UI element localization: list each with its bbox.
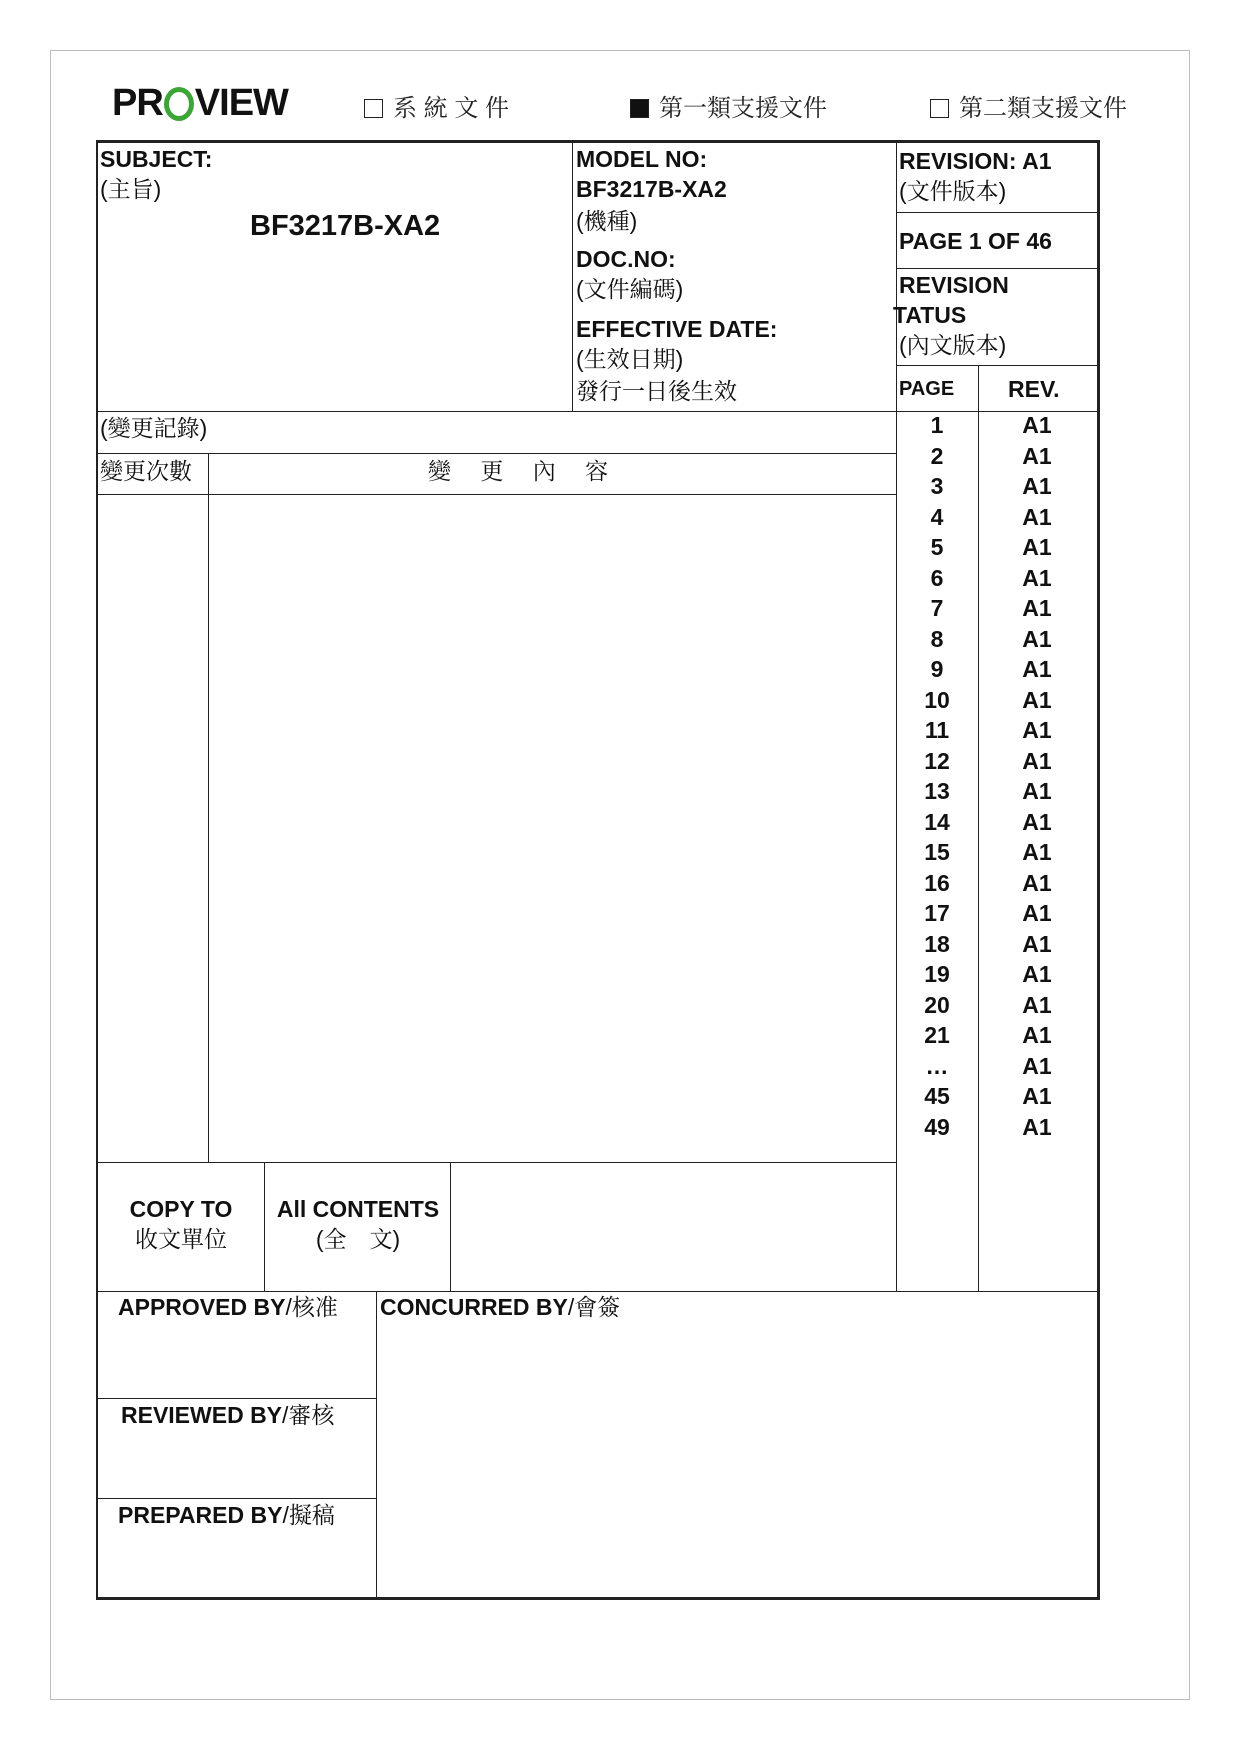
rev-page-number: 15 [924,839,950,865]
reviewed-by: REVIEWED BY/審核 [121,1402,335,1428]
rev-value: A1 [1022,686,1052,713]
rev-page-number: 4 [930,503,944,530]
rev-value: A1 [1022,930,1052,957]
checkbox-icon[interactable] [364,99,383,118]
approved-by: APPROVED BY/核准 [118,1294,338,1320]
copy-to-value-cn: (全 文) [315,1226,401,1252]
change-log-title: (變更記錄) [100,415,208,441]
rev-value: A1 [1022,869,1052,896]
rev-value: A1 [1022,961,1052,987]
effective-date-value: 發行一日後生效 [576,378,737,404]
rev-page-number: 1 [930,412,944,438]
col-rev-header: REV. [1008,376,1060,402]
rev-value: A1 [1022,778,1052,804]
rev-value: A1 [1022,564,1052,591]
option-system-doc[interactable] [364,88,509,123]
model-value: BF3217B-XA2 [576,176,727,202]
checkbox-icon[interactable] [930,99,949,118]
concurred-by: CONCURRED BY/會簽 [380,1294,621,1320]
rev-value: A1 [1022,1022,1052,1048]
rev-value: A1 [1022,747,1052,774]
rev-value: A1 [1022,503,1052,530]
rev-value: A1 [1022,717,1052,743]
col-page-header: PAGE [899,378,955,400]
rev-value: A1 [1022,595,1052,621]
rev-page-number: 10 [924,686,950,713]
rev-page-number: 18 [924,930,950,957]
prepared-by: PREPARED BY/擬稿 [118,1502,335,1528]
revision-label-cn: (文件版本) [899,178,1007,204]
rev-page-number: 12 [924,747,950,774]
subject-label: SUBJECT: [100,146,213,172]
rev-page-number: 16 [924,869,950,896]
rev-page-number: 6 [930,564,944,591]
rev-page-number: 11 [924,717,950,743]
change-content-header: 變 更 內 容 [428,458,609,484]
revision-status-label: REVISION [899,272,1009,298]
rev-page-number: 20 [924,991,950,1018]
change-count-header: 變更次數 [100,458,192,484]
rev-page-number: 2 [930,442,944,469]
rev-value: A1 [1022,1113,1052,1140]
rev-page-number: 45 [924,1083,950,1109]
rev-page-number: 14 [924,808,950,835]
doc-no-label: DOC.NO: [576,246,676,272]
rev-value: A1 [1022,625,1052,652]
rev-page-number: 7 [930,595,944,621]
rev-value: A1 [1022,656,1052,682]
option-class1-doc[interactable] [630,88,827,123]
revision-status-label-2: TATUS [893,302,967,328]
rev-value: A1 [1022,473,1052,499]
rev-value: A1 [1022,442,1052,469]
copy-to-value: All CONTENTS [276,1196,440,1222]
rev-page-number: 17 [924,900,950,926]
rev-value: A1 [1022,839,1052,865]
rev-value: A1 [1022,991,1052,1018]
rev-value: A1 [1022,412,1052,438]
rev-value: A1 [1022,1083,1052,1109]
copy-to-label: COPY TO [129,1196,233,1222]
option-label: 系 統 文 件 [393,95,510,122]
rev-page-number: 8 [930,625,944,652]
subject-label-cn: (主旨) [100,176,162,202]
checkbox-checked-icon[interactable] [630,99,649,118]
revision-status-label-cn: (內文版本) [899,332,1007,358]
rev-value: A1 [1022,900,1052,926]
effective-date-label-cn: (生效日期) [576,346,684,372]
revision-label: REVISION: A1 [899,148,1052,174]
proview-logo: PR VIEW [112,81,288,124]
rev-page-number: 21 [924,1022,950,1048]
rev-page-number: 19 [924,961,950,987]
doc-no-label-cn: (文件編碼) [576,276,684,302]
effective-date-label: EFFECTIVE DATE: [576,316,778,342]
rev-value: A1 [1022,1052,1052,1079]
page-count: PAGE 1 OF 46 [899,228,1052,254]
subject-value: BF3217B-XA2 [250,210,441,242]
rev-page-number: 3 [930,473,944,499]
rev-value: A1 [1022,808,1052,835]
model-label-cn: (機種) [576,208,638,234]
rev-page-number: … [925,1052,949,1079]
rev-page-number: 49 [924,1113,950,1140]
rev-page-number: 9 [930,656,944,682]
option-class2-doc[interactable] [930,88,1127,123]
rev-page-number: 13 [924,778,950,804]
copy-to-label-cn: 收文單位 [135,1226,227,1252]
model-label: MODEL NO: [576,146,708,172]
rev-value: A1 [1022,534,1052,560]
option-label: 第一類支援文件 [659,95,827,122]
rev-page-number: 5 [930,534,944,560]
option-label: 第二類支援文件 [959,95,1127,122]
